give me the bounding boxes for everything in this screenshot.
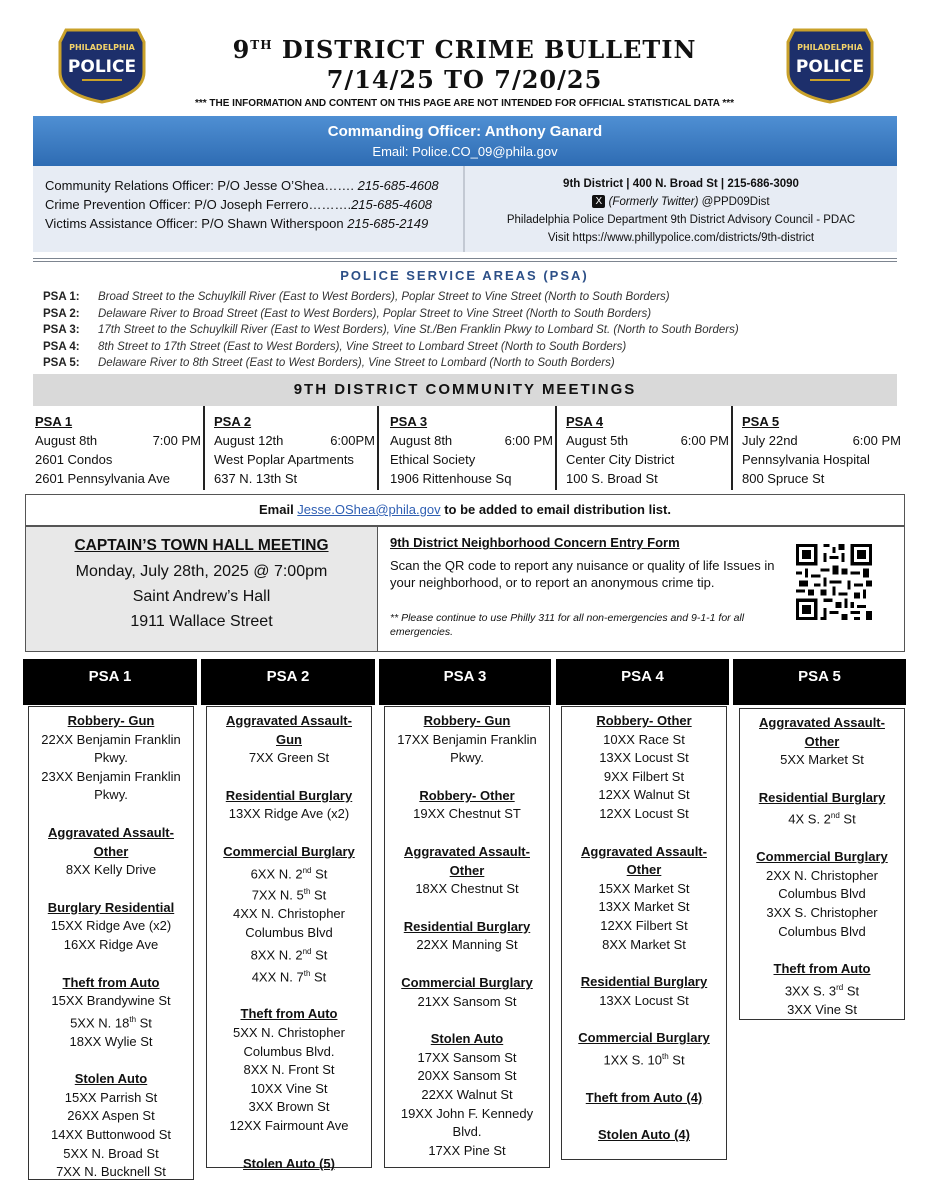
psa-area-row: PSA 1: Broad Street to the Schuylkill River (East to West Borders), Poplar Street to Vine Street (North to South Borders) bbox=[43, 291, 670, 303]
town-hall-date: Monday, July 28th, 2025 @ 7:00pm bbox=[75, 563, 328, 580]
town-hall-venue: Saint Andrew’s Hall bbox=[132, 588, 271, 605]
crime-list-psa-1: Robbery- Gun 22XX Benjamin Franklin Pkwy. 23XX Benjamin Franklin Pkwy. Aggravated Assault- Other 8XX Kelly Drive Burglary Residential 15XX Ridge Ave (x2) 16XX Ridge Ave Theft from Auto 15XX Brandywine St 5XX N. 18th St 18XX Wylie St Stolen Auto 15XX Parrish St 26XX Aspen St 14XX Buttonwood St 5XX N. Broad St 7XX N. Bucknell St bbox=[28, 706, 194, 1180]
psa-tab-1: PSA 1 bbox=[23, 659, 197, 705]
psa-area-row: PSA 5: Delaware River to 8th Street (East to West Borders), Vine Street to Lombard (North to South Borders) bbox=[43, 357, 615, 369]
meeting-psa-3: PSA 3 August 8th 6:00 PM Ethical Society 1906 Rittenhouse Sq bbox=[377, 406, 553, 490]
bulletin-date-range: 7/14/25 TO 7/20/25 bbox=[326, 65, 603, 94]
divider bbox=[33, 261, 897, 262]
commanding-officer-name: Commanding Officer: Anthony Ganard bbox=[327, 123, 603, 140]
town-hall-address: 1911 Wallace Street bbox=[130, 613, 273, 630]
officer-contacts bbox=[33, 166, 465, 252]
officer-line: Community Relations Officer: P/O Jesse O’Shea……. 215-685-4608 bbox=[45, 178, 439, 193]
police-badge-left-icon bbox=[58, 26, 146, 104]
town-hall-meeting bbox=[25, 526, 378, 652]
meeting-psa-2: PSA 2 August 12th 6:00PM West Poplar Apartments 637 N. 13th St bbox=[203, 406, 375, 490]
concern-form-body: Scan the QR code to report any nuisance or quality of life Issues in your neighborhood, or to report an anonymous crime tip. bbox=[390, 558, 775, 590]
psa-tab-2: PSA 2 bbox=[201, 659, 375, 705]
disclaimer: *** THE INFORMATION AND CONTENT ON THIS PAGE ARE NOT INTENDED FOR OFFICIAL STATISTICAL DATA *** bbox=[194, 98, 735, 109]
svg-text:POLICE: POLICE bbox=[67, 57, 137, 77]
svg-text:POLICE: POLICE bbox=[795, 57, 865, 77]
meeting-psa-4: PSA 4 August 5th 6:00 PM Center City District 100 S. Broad St bbox=[555, 406, 729, 490]
x-logo-icon: X bbox=[592, 195, 605, 208]
concern-form-title[interactable]: 9th District Neighborhood Concern Entry Form bbox=[390, 535, 680, 550]
concern-form bbox=[378, 526, 905, 652]
meeting-psa-1: PSA 1 August 8th 7:00 PM 2601 Condos 2601 Pennsylvania Ave bbox=[35, 414, 201, 486]
advisory-council: Philadelphia Police Department 9th District Advisory Council - PDAC bbox=[506, 214, 856, 226]
psa-tab-4: PSA 4 bbox=[556, 659, 729, 705]
officer-line: Victims Assistance Officer: P/O Shawn Witherspoon 215-685-2149 bbox=[45, 216, 429, 231]
district-address: 9th District | 400 N. Broad St | 215-686-3090 bbox=[563, 178, 799, 190]
crime-list-psa-5: Aggravated Assault- Other 5XX Market St Residential Burglary 4X S. 2nd St Commercial Burglary 2XX N. Christopher Columbus Blvd 3XX S. Christopher Columbus Blvd Theft from Auto 3XX S. 3rd St 3XX Vine St bbox=[739, 708, 905, 1020]
psa-heading: POLICE SERVICE AREAS (PSA) bbox=[340, 268, 589, 283]
district-info bbox=[465, 166, 897, 252]
town-hall-title: CAPTAIN’S TOWN HALL MEETING bbox=[74, 537, 329, 554]
crime-list-psa-2: Aggravated Assault- Gun 7XX Green St Residential Burglary 13XX Ridge Ave (x2) Commercial Burglary 6XX N. 2nd St 7XX N. 5th St 4XX N. Christopher Columbus Blvd 8XX N. 2nd St 4XX N. 7th St Theft from Auto 5XX N. Christopher Columbus Blvd. 8XX N. Front St 10XX Vine St 3XX Brown St 12XX Fairmount Ave Stolen Auto (5) bbox=[206, 706, 372, 1168]
svg-text:PHILADELPHIA: PHILADELPHIA bbox=[69, 43, 135, 52]
meeting-psa-5: PSA 5 July 22nd 6:00 PM Pennsylvania Hospital 800 Spruce St bbox=[731, 406, 901, 490]
psa-tab-5: PSA 5 bbox=[733, 659, 906, 705]
email-distribution-notice: Email Jesse.OShea@phila.gov to be added to email distribution list. bbox=[25, 494, 905, 526]
commanding-officer-bar bbox=[33, 116, 897, 166]
police-badge-right-icon bbox=[786, 26, 874, 104]
qr-code-icon[interactable] bbox=[796, 544, 872, 620]
concern-form-note: ** Please continue to use Philly 311 for all non-emergencies and 9-1-1 for all emergencies. bbox=[390, 612, 745, 638]
twitter-line[interactable]: X (Formerly Twitter) @PPD09Dist bbox=[465, 193, 897, 211]
divider bbox=[33, 258, 897, 259]
psa-area-row: PSA 4: 8th Street to 17th Street (East to West Borders), Vine Street to Lombard Street (North to South Borders) bbox=[43, 340, 627, 353]
commanding-officer-email[interactable]: Email: Police.CO_09@phila.gov bbox=[372, 144, 558, 159]
psa-tab-3: PSA 3 bbox=[379, 659, 551, 705]
community-meetings-heading: 9TH DISTRICT COMMUNITY MEETINGS bbox=[33, 374, 897, 406]
email-link[interactable]: Jesse.OShea@phila.gov bbox=[297, 502, 441, 517]
district-website[interactable]: Visit https://www.phillypolice.com/districts/9th-district bbox=[547, 232, 815, 244]
svg-text:PHILADELPHIA: PHILADELPHIA bbox=[797, 43, 863, 52]
crime-list-psa-3: Robbery- Gun 17XX Benjamin Franklin Pkwy. Robbery- Other 19XX Chestnut ST Aggravated Assault- Other 18XX Chestnut St Residential Burglary 22XX Manning St Commercial Burglary 21XX Sansom St Stolen Auto 17XX Sansom St 20XX Sansom St 22XX Walnut St 19XX John F. Kennedy Blvd. 17XX Pine St bbox=[384, 706, 550, 1168]
officer-line: Crime Prevention Officer: P/O Joseph Ferrero……….215-685-4608 bbox=[45, 197, 433, 212]
psa-area-row: PSA 3: 17th Street to the Schuylkill River (East to West Borders), Vine St./Ben Franklin Pkwy to Lombard St. (North to South Borders) bbox=[43, 324, 739, 336]
psa-area-row: PSA 2: Delaware River to Broad Street (East to West Borders), Poplar Street to Vine Street (North to South Borders) bbox=[43, 307, 652, 320]
bulletin-title: 9TH DISTRICT CRIME BULLETIN 7/14/25 TO 7/20/25 bbox=[150, 30, 779, 95]
crime-list-psa-4: Robbery- Other 10XX Race St 13XX Locust St 9XX Filbert St 12XX Walnut St 12XX Locust St Aggravated Assault- Other 15XX Market St 13XX Market St 12XX Filbert St 8XX Market St Residential Burglary 13XX Locust St Commercial Burglary 1XX S. 10th St Theft from Auto (4) Stolen Auto (4) bbox=[561, 706, 727, 1160]
